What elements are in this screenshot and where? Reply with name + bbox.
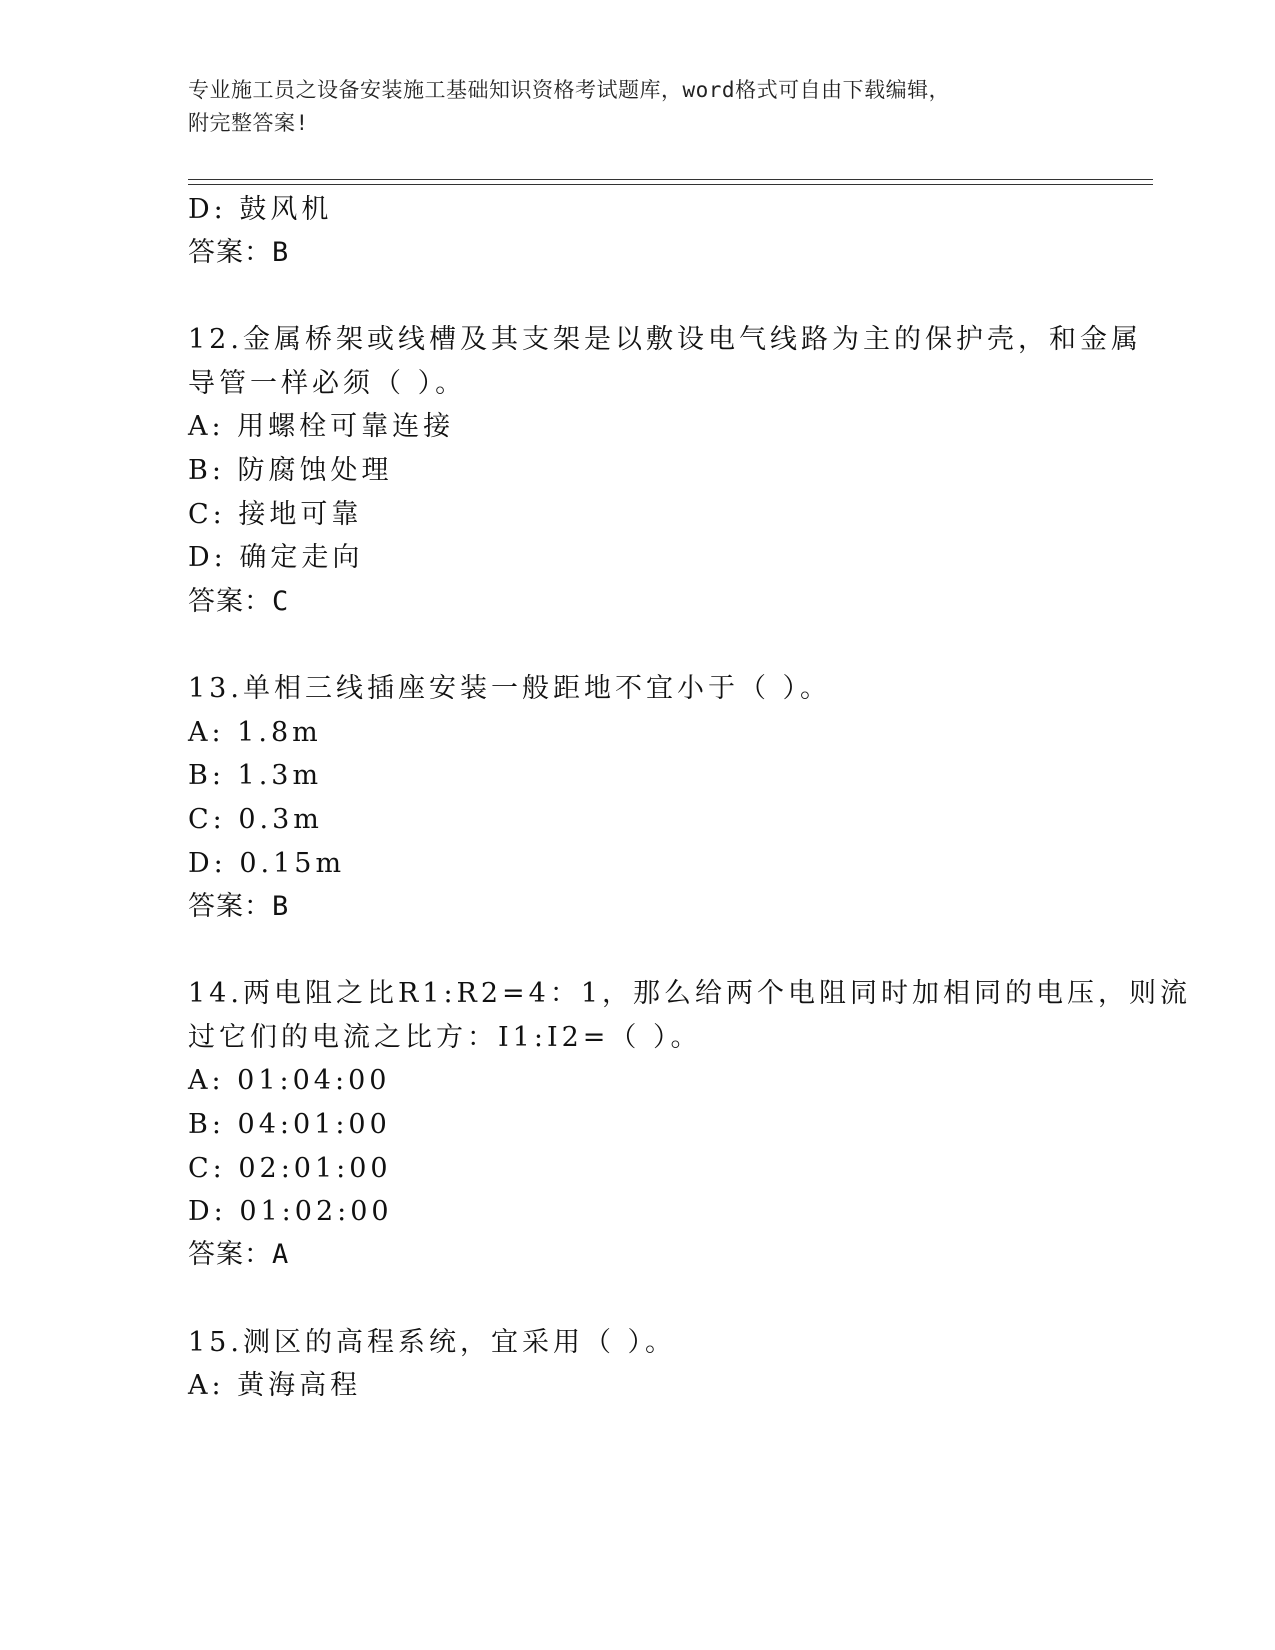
q11-answer: 答案：B <box>188 237 290 268</box>
q12-stem-line-1: 12.金属桥架或线槽及其支架是以敷设电气线路为主的保护壳，和金属 <box>188 324 1142 355</box>
q14-stem-line-1: 14.两电阻之比R1:R2=4：1，那么给两个电阻同时加相同的电压，则流 <box>188 978 1192 1009</box>
q12-stem-line-2: 导管一样必须（ ）。 <box>188 368 467 399</box>
q14-stem-line-2: 过它们的电流之比方：I1:I2=（ ）。 <box>188 1022 702 1053</box>
header-divider-top <box>188 179 1153 180</box>
q15-option-a: A: 黄海高程 <box>188 1370 362 1401</box>
q14-option-d: D: 01:02:00 <box>188 1196 393 1227</box>
q14-option-b: B: 04:01:00 <box>188 1109 391 1140</box>
q15-stem-line-1: 15.测区的高程系统，宜采用（ ）。 <box>188 1327 677 1358</box>
q13-option-a: A: 1.8m <box>188 717 322 748</box>
document-header <box>188 74 1088 140</box>
q12-option-b: B: 防腐蚀处理 <box>188 455 393 486</box>
q14-option-a: A: 01:04:00 <box>188 1065 391 1096</box>
header-divider-bottom <box>188 184 1153 185</box>
q13-option-c: C: 0.3m <box>188 804 323 835</box>
q12-option-a: A: 用螺栓可靠连接 <box>188 411 455 442</box>
q14-option-c: C: 02:01:00 <box>188 1153 392 1184</box>
q13-option-d: D: 0.15m <box>188 848 346 879</box>
q12-option-d: D: 确定走向 <box>188 542 364 573</box>
q14-answer: 答案：A <box>188 1239 290 1270</box>
q13-option-b: B: 1.3m <box>188 760 323 791</box>
q12-answer: 答案：C <box>188 586 290 617</box>
q13-stem-line-1: 13.单相三线插座安装一般距地不宜小于（ ）。 <box>188 673 832 704</box>
q11-option-d: D: 鼓风机 <box>188 194 333 225</box>
header-line-2: 附完整答案! <box>188 111 309 135</box>
header-line-1: 专业施工员之设备安装施工基础知识资格考试题库，word格式可自由下载编辑， <box>188 78 951 102</box>
q12-option-c: C: 接地可靠 <box>188 499 363 530</box>
q13-answer: 答案：B <box>188 891 290 922</box>
